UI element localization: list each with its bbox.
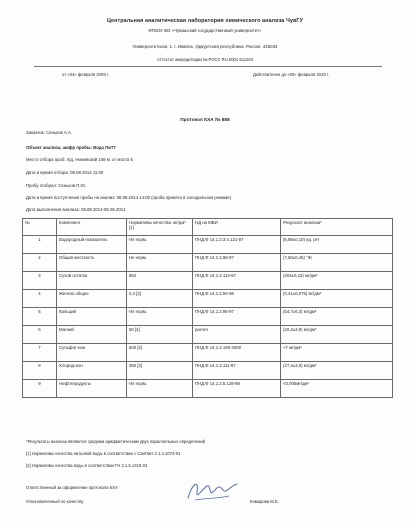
row-method: ПНД Ф 14.1:2.159-2000 <box>193 344 281 362</box>
table-row <box>23 254 393 272</box>
row-number: 5 <box>23 308 57 326</box>
customer: Заказчик: Сеньков А.А. <box>26 130 73 135</box>
row-result: (27,4±3,9) мг/дм³ <box>281 362 393 380</box>
signatory-name: Комарова М.Е. <box>250 499 279 504</box>
object-value: Вода ПиТ7 <box>93 145 116 150</box>
sampling-date: Дата и время отбора: 08.08.2014 11:00 <box>26 170 104 175</box>
row-norm: Не норм. <box>127 254 193 272</box>
row-method: ПНД Ф 14.1:2.98-97 <box>193 254 281 272</box>
manager-label: Уполномоченный по качеству <box>26 499 84 504</box>
row-norm: Не норм. <box>127 308 193 326</box>
results-note: *Результаты анализа являются средним арифметическим двух параллельных определений <box>26 439 205 444</box>
accreditation-issued: от «04» февраля 2009 г. <box>62 72 109 77</box>
row-norm: Не норм. <box>127 236 193 254</box>
protocol-title: Протокол КХА № 888 <box>180 118 230 123</box>
row-number: 8 <box>23 362 57 380</box>
table-row <box>23 272 393 290</box>
results-table <box>22 218 393 398</box>
row-result: (54,7±6,3) мг/дм³ <box>281 308 393 326</box>
col-component: Компонент <box>57 219 127 236</box>
sampled-by: Пробу отобрал: Сеньков П.Ю. <box>26 183 87 188</box>
row-method: ПНД Ф 14.1:2.114-97 <box>193 272 281 290</box>
lab-name: Центральная аналитическая лаборатория химического анализа ЧувГУ <box>106 18 304 24</box>
row-number: 2 <box>23 254 57 272</box>
row-component: Водородный показатель <box>57 236 127 254</box>
object-line <box>26 146 116 150</box>
row-number: 4 <box>23 290 57 308</box>
row-result: (6,98±0,10) ед. рН <box>281 236 393 254</box>
handwritten-signature <box>185 478 240 504</box>
row-result: <7 мг/дм³ <box>281 344 393 362</box>
row-number: 3 <box>23 272 57 290</box>
row-norm: 852 <box>127 272 193 290</box>
row-result: (0,41±0,075) мг/дм³ <box>281 290 393 308</box>
header-divider <box>34 66 382 67</box>
col-norm: Нормативы качества, мг/дм³ [1] <box>127 219 193 236</box>
row-component: Сульфат-ион <box>57 344 127 362</box>
row-result: (7,60±0,46) °Ж <box>281 254 393 272</box>
row-result: <0,005мг/дм³ <box>281 380 393 398</box>
row-method: ПНД Ф 14.1:2.50-96 <box>193 290 281 308</box>
responsible-label: Ответственный за оформление протокола КХА <box>26 485 118 490</box>
row-method: ПНД Ф 14.1:2.98-97 <box>193 308 281 326</box>
row-component: Общая жесткость <box>57 254 127 272</box>
row-component: Хлорид-ион <box>57 362 127 380</box>
row-norm: 500 [2] <box>127 344 193 362</box>
row-result: (404±0,23) мг/дм³ <box>281 272 393 290</box>
sampling-place-label: Место отбора проб: <box>26 157 66 162</box>
sampling-place-line <box>26 158 133 162</box>
row-component: Магний <box>57 326 127 344</box>
row-method: ПНД Ф 14.1:2.111-97 <box>193 362 281 380</box>
row-norm: 50 [2] <box>127 326 193 344</box>
object-label: Объект анализа, шифр пробы: <box>26 145 92 150</box>
accreditation-valid: Действителен до «09» февраля 2019 г. <box>253 72 329 77</box>
lab-address: Университетская, 1, г. Ижевск, Удмуртская республика, Россия, 426034 <box>132 44 278 49</box>
row-norm: 0,4 [2] <box>127 290 193 308</box>
row-number: 7 <box>23 344 57 362</box>
col-number: № <box>23 219 57 236</box>
row-component: Нефтепродукты <box>57 380 127 398</box>
col-result: Результат анализа* <box>281 219 393 236</box>
row-component: Кальций <box>57 308 127 326</box>
row-number: 1 <box>23 236 57 254</box>
row-method: ПНД Ф 14.1:2:3:4.121-97 <box>193 236 281 254</box>
table-row <box>23 380 393 398</box>
table-row <box>23 308 393 326</box>
analysis-dates: Дата выполнения анализа: 08.08.2014-05.09.2014 <box>26 207 126 212</box>
table-header-row <box>23 219 393 236</box>
row-component: Сухой остаток <box>57 272 127 290</box>
table-row <box>23 236 393 254</box>
row-number: 9 <box>23 380 57 398</box>
university-name: ФГБОУ ВО «Чувашский государственный университет» <box>148 28 262 33</box>
row-norm: 350 [2] <box>127 362 193 380</box>
row-method: расчет <box>193 326 281 344</box>
sampling-place-value: пгд. Нижевский 108 м. от моста 5 <box>66 157 133 162</box>
received-date: Дата и время поступления пробы на анализ: 08.08.2014 14:00 (проба принята в холодильном режиме) <box>26 195 232 200</box>
reference-2: [2] Нормативы качества воды в соответствии ГН 2.1.5.1315-03 <box>26 463 148 468</box>
table-row <box>23 344 393 362</box>
row-method: ПНД Ф 14.1:2.5.128-98 <box>193 380 281 398</box>
row-norm: Не норм. <box>127 380 193 398</box>
row-number: 6 <box>23 326 57 344</box>
table-row <box>23 290 393 308</box>
row-result: (20,4±3,9) мг/дм³ <box>281 326 393 344</box>
col-method: НД на МВИ <box>193 219 281 236</box>
table-row <box>23 362 393 380</box>
table-row <box>23 326 393 344</box>
accreditation-number: Аттестат аккредитации № РОСС RU.0001.511284 <box>156 57 254 62</box>
reference-1: [1] Нормативы качества питьевой воды в соответствии с СанПиН 2.1.4.1074-01 <box>26 451 181 456</box>
row-component: Железо общее <box>57 290 127 308</box>
